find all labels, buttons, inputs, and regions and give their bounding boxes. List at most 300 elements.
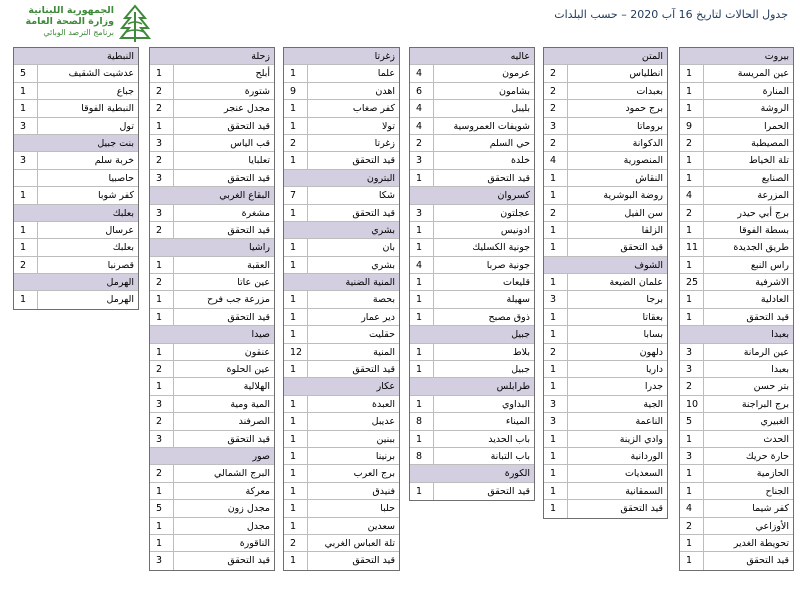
town-row [544, 431, 667, 448]
case-count: 1 [544, 483, 568, 499]
town-row [284, 361, 399, 378]
town-name: خلدة [511, 155, 530, 167]
case-count: 2 [150, 465, 174, 481]
district-header-row [410, 187, 534, 204]
town-row [410, 239, 534, 256]
town-name: ببنين [376, 433, 395, 445]
town-row [284, 291, 399, 308]
case-count: 3 [680, 361, 704, 377]
case-count: 1 [150, 118, 174, 134]
town-name: الحمرا [763, 120, 789, 132]
town-row [150, 152, 274, 169]
town-name: شكا [378, 190, 395, 202]
town-name: الجناح [765, 485, 789, 497]
town-name: المنية [373, 346, 395, 358]
town-row [150, 344, 274, 361]
town-row [284, 465, 399, 482]
town-name: الدكوانة [632, 137, 663, 149]
town-name: الحدث [763, 433, 789, 445]
district-header-row [284, 170, 399, 187]
town-row [410, 361, 534, 378]
case-count: 1 [680, 552, 704, 569]
case-count: 1 [410, 483, 434, 500]
case-count: 2 [680, 518, 704, 534]
cedar-emblem-icon [118, 4, 152, 44]
town-row [150, 465, 274, 482]
case-count: 1 [410, 361, 434, 377]
district-header-row [544, 48, 667, 65]
district-name: بعبدا [771, 329, 789, 341]
town-name: زغرتا [374, 137, 395, 149]
town-name: سهيلة [506, 294, 530, 306]
town-row [14, 100, 138, 117]
town-name: معركة [245, 485, 270, 497]
town-row [14, 257, 138, 274]
district-header-row [680, 326, 793, 343]
town-name: العادلية [760, 294, 789, 306]
town-name: الاشرفية [755, 277, 789, 289]
case-count: 2 [284, 135, 308, 151]
town-name: جباع [116, 85, 134, 97]
town-name: العقبة [247, 259, 270, 271]
town-row [150, 100, 274, 117]
town-row [410, 309, 534, 326]
town-name: قيد التحقق [620, 503, 663, 515]
town-row [284, 448, 399, 465]
town-name: الوردانية [630, 450, 663, 462]
case-count: 1 [680, 65, 704, 81]
town-name: قيد التحقق [352, 555, 395, 567]
town-row [410, 170, 534, 187]
case-count [284, 48, 308, 64]
town-row [544, 170, 667, 187]
town-row [680, 222, 793, 239]
town-row [284, 257, 399, 274]
town-row [150, 361, 274, 378]
case-count: 1 [284, 100, 308, 116]
district-header-row [284, 48, 399, 65]
case-count: 1 [14, 100, 38, 116]
case-count: 3 [150, 170, 174, 186]
case-count [14, 135, 38, 151]
case-count [284, 222, 308, 238]
town-row [410, 205, 534, 222]
town-name: باب الحديد [488, 433, 530, 445]
town-name: برج العرب [353, 468, 395, 480]
town-row [544, 483, 667, 500]
district-name: بيروت [764, 51, 789, 62]
case-count: 3 [544, 396, 568, 412]
case-count: 1 [284, 413, 308, 429]
town-row [410, 413, 534, 430]
case-count: 1 [150, 518, 174, 534]
town-row [680, 535, 793, 552]
town-name: قيد التحقق [227, 120, 270, 132]
district-name: بشري [371, 224, 395, 236]
case-count [284, 170, 308, 186]
case-count: 3 [410, 205, 434, 221]
town-name: خربة سلم [94, 155, 134, 167]
district-name: زغرتا [374, 51, 395, 62]
case-count [680, 48, 704, 64]
case-count: 1 [410, 431, 434, 447]
town-name: دلهون [639, 346, 663, 358]
town-name: شتورة [244, 85, 270, 97]
town-row [544, 396, 667, 413]
town-row [284, 135, 399, 152]
case-count: 3 [150, 135, 174, 151]
case-count [410, 48, 434, 64]
town-row [680, 257, 793, 274]
case-count: 1 [14, 83, 38, 99]
case-count: 1 [410, 170, 434, 186]
case-count: 5 [680, 413, 704, 429]
district-name: زحلة [251, 51, 270, 62]
town-name: عرسال [105, 224, 134, 236]
district-name: راشيا [249, 242, 270, 254]
case-count: 1 [544, 378, 568, 394]
logo-line-1: الجمهورية اللبنانية [28, 5, 114, 16]
town-row [410, 396, 534, 413]
town-name: المنارة [762, 85, 789, 97]
case-count: 2 [150, 413, 174, 429]
case-count [284, 274, 308, 290]
case-count: 2 [410, 135, 434, 151]
district-name: بعلبك [112, 207, 134, 219]
case-count: 1 [544, 465, 568, 481]
town-name: تحويطة الغدير [733, 537, 789, 549]
town-row [544, 274, 667, 291]
case-count: 1 [680, 152, 704, 168]
case-count: 4 [410, 257, 434, 273]
case-count: 1 [680, 431, 704, 447]
case-count: 7 [284, 187, 308, 203]
case-count [410, 378, 434, 394]
town-row [680, 448, 793, 465]
table-column-metn-chouf [543, 47, 668, 519]
town-row [284, 309, 399, 326]
town-name: طريق الجديدة [733, 242, 789, 254]
ministry-logo [14, 4, 154, 44]
district-header-row [680, 48, 793, 65]
town-name: الحازمية [756, 468, 789, 480]
town-name: الأوزاعي [755, 520, 789, 532]
town-row [680, 239, 793, 256]
town-name: كفر شيما [752, 503, 789, 515]
town-name: قيد التحقق [487, 172, 530, 184]
case-count [14, 205, 38, 221]
town-row [284, 83, 399, 100]
town-row [680, 431, 793, 448]
town-row [680, 413, 793, 430]
town-name: الهلالية [243, 381, 270, 393]
case-count: 1 [680, 100, 704, 116]
case-count: 1 [284, 518, 308, 534]
town-row [150, 500, 274, 517]
district-name: صور [252, 450, 270, 462]
town-row [680, 552, 793, 569]
case-count [284, 378, 308, 394]
district-name: المنية الضنية [345, 277, 395, 289]
case-count: 1 [284, 205, 308, 221]
case-count: 1 [284, 361, 308, 377]
town-name: تلة العباس الغربي [324, 537, 395, 549]
town-name: بشري [371, 259, 395, 271]
town-row [150, 535, 274, 552]
logo-line-3: برنامج الترصد الوبائي [43, 27, 114, 37]
town-row [284, 239, 399, 256]
town-name: قيد التحقق [352, 155, 395, 167]
town-name: برج حمود [625, 103, 663, 115]
district-header-row [150, 448, 274, 465]
town-name: قيد التحقق [227, 224, 270, 236]
case-count: 4 [680, 187, 704, 203]
case-count: 1 [680, 309, 704, 325]
town-name: مزرعة جب فرح [207, 294, 270, 306]
town-name: اهدن [375, 85, 395, 97]
table-column-beirut-baabda [679, 47, 794, 571]
town-row [410, 118, 534, 135]
district-header-row [284, 274, 399, 291]
town-name: تول [119, 120, 134, 132]
case-count [150, 48, 174, 64]
town-name: روضة البوشرية [603, 190, 663, 202]
case-count: 2 [150, 361, 174, 377]
case-count: 2 [544, 65, 568, 81]
town-name: قيد التحقق [487, 485, 530, 497]
town-name: تولا [382, 120, 395, 132]
case-count [680, 326, 704, 342]
town-name: المصيطبة [751, 137, 789, 149]
town-name: السعديات [624, 468, 663, 480]
town-name: جونية الكسليك [472, 242, 530, 254]
case-count: 1 [544, 170, 568, 186]
town-row [284, 326, 399, 343]
table-column-zgharta-akkar [283, 47, 400, 571]
town-row [680, 65, 793, 82]
case-count: 1 [150, 344, 174, 360]
town-row [284, 483, 399, 500]
case-count: 12 [284, 344, 308, 360]
town-name: عدشيت الشقيف [68, 68, 134, 80]
town-row [14, 187, 138, 204]
case-count: 1 [410, 396, 434, 412]
logo-text [14, 6, 114, 37]
district-header-row [544, 257, 667, 274]
town-name: باب التبانة [490, 450, 530, 462]
town-name: شويفات العمروسية [453, 120, 530, 132]
town-name: علمان الضيعة [609, 277, 663, 289]
case-count: 25 [680, 274, 704, 290]
district-name: عاليه [510, 51, 530, 62]
case-count: 3 [14, 152, 38, 168]
town-row [150, 222, 274, 239]
town-name: كفر شوبا [98, 190, 134, 202]
case-count: 1 [544, 222, 568, 238]
town-row [410, 483, 534, 500]
case-count: 4 [410, 118, 434, 134]
case-count: 1 [680, 465, 704, 481]
town-name: عنقون [244, 346, 270, 358]
town-name: تعلبايا [248, 155, 270, 167]
town-row [150, 291, 274, 308]
town-row [544, 465, 667, 482]
case-count: 1 [544, 274, 568, 290]
district-header-row [410, 326, 534, 343]
town-row [680, 344, 793, 361]
town-row [410, 257, 534, 274]
town-name: حلبا [380, 503, 395, 515]
case-count: 9 [680, 118, 704, 134]
town-name: الجية [643, 398, 663, 410]
case-count: 1 [410, 222, 434, 238]
town-name: قيد التحقق [352, 207, 395, 219]
case-count: 1 [284, 309, 308, 325]
case-count: 1 [544, 361, 568, 377]
case-count: 1 [680, 257, 704, 273]
district-name: النبطية [106, 51, 134, 62]
town-row [544, 100, 667, 117]
town-name: بسابا [643, 329, 663, 341]
town-row [410, 431, 534, 448]
town-row [410, 448, 534, 465]
table-column-aley-kesrouan-tripoli [409, 47, 535, 501]
table-column-nabatieh-hermel [13, 47, 139, 310]
case-count: 1 [284, 118, 308, 134]
town-name: أبلح [255, 68, 270, 80]
town-row [680, 378, 793, 395]
case-count: 10 [680, 396, 704, 412]
town-row [544, 222, 667, 239]
district-header-row [150, 187, 274, 204]
town-row [150, 309, 274, 326]
town-row [680, 291, 793, 308]
case-count: 4 [680, 500, 704, 516]
town-row [544, 326, 667, 343]
town-row [680, 100, 793, 117]
case-count [150, 187, 174, 203]
town-name: عجلتون [500, 207, 530, 219]
case-count: 1 [410, 239, 434, 255]
case-count: 1 [680, 535, 704, 551]
district-header-row [14, 274, 138, 291]
case-count: 1 [284, 431, 308, 447]
town-row [284, 65, 399, 82]
town-name: البداوي [501, 398, 530, 410]
case-count: 1 [284, 500, 308, 516]
town-name: ادونيس [500, 224, 530, 236]
town-name: المنصورية [623, 155, 663, 167]
town-name: بعلبك [112, 242, 134, 254]
case-count: 1 [680, 291, 704, 307]
case-count: 1 [544, 431, 568, 447]
town-name: بعقاتا [642, 311, 663, 323]
town-name: الغبيري [760, 416, 789, 428]
town-row [680, 170, 793, 187]
case-count: 1 [150, 257, 174, 273]
town-name: عين عاتا [237, 277, 270, 289]
town-name: قصرنبا [107, 259, 134, 271]
town-name: برج أبي حيدر [737, 207, 789, 219]
town-name: وادي الزينة [619, 433, 663, 445]
town-name: برجا [646, 294, 663, 306]
town-name: كفر صغاب [352, 103, 395, 115]
town-name: انطلياس [629, 68, 663, 80]
town-row [410, 100, 534, 117]
town-row [284, 152, 399, 169]
case-count: 1 [680, 483, 704, 499]
town-name: الناعمة [635, 416, 663, 428]
town-name: بعبدا [771, 364, 789, 376]
town-row [680, 152, 793, 169]
town-row [150, 170, 274, 187]
town-row [410, 83, 534, 100]
town-name: حارة حريك [745, 450, 789, 462]
town-name: برج البراجنة [741, 398, 789, 410]
town-row [14, 118, 138, 135]
town-row [410, 65, 534, 82]
town-row [150, 65, 274, 82]
town-row [544, 239, 667, 256]
town-row [680, 274, 793, 291]
town-row [150, 483, 274, 500]
town-row [544, 65, 667, 82]
town-row [150, 257, 274, 274]
case-count: 1 [150, 65, 174, 81]
case-count: 1 [410, 274, 434, 290]
town-name: بتر حسن [753, 381, 789, 393]
town-row [544, 413, 667, 430]
town-name: حاصبيا [108, 172, 134, 184]
case-count [410, 465, 434, 481]
case-count: 3 [150, 552, 174, 569]
case-count: 2 [150, 152, 174, 168]
town-name: الهرمل [106, 294, 134, 306]
district-header-row [14, 135, 138, 152]
case-count [150, 239, 174, 255]
case-count: 2 [680, 378, 704, 394]
case-count: 11 [680, 239, 704, 255]
district-header-row [410, 48, 534, 65]
town-row [14, 65, 138, 82]
town-name: جونية صربا [486, 259, 530, 271]
case-count: 1 [150, 309, 174, 325]
town-name: الناقورة [239, 537, 270, 549]
case-count [14, 48, 38, 64]
case-count: 2 [544, 344, 568, 360]
district-name: المتن [641, 51, 663, 62]
town-name: السمقانية [625, 485, 663, 497]
case-count: 1 [410, 309, 434, 325]
town-row [410, 274, 534, 291]
town-row [680, 309, 793, 326]
town-row [680, 187, 793, 204]
case-count: 3 [680, 448, 704, 464]
town-name: جبيل [511, 364, 530, 376]
town-row [544, 361, 667, 378]
town-row [14, 152, 138, 169]
town-row [284, 396, 399, 413]
town-name: قب الياس [230, 137, 270, 149]
town-name: دير عمار [361, 311, 395, 323]
town-row [544, 291, 667, 308]
town-name: فنيدق [372, 485, 395, 497]
case-count: 1 [284, 291, 308, 307]
case-count: 9 [284, 83, 308, 99]
town-row [410, 222, 534, 239]
town-row [680, 361, 793, 378]
town-name: داريا [646, 364, 663, 376]
